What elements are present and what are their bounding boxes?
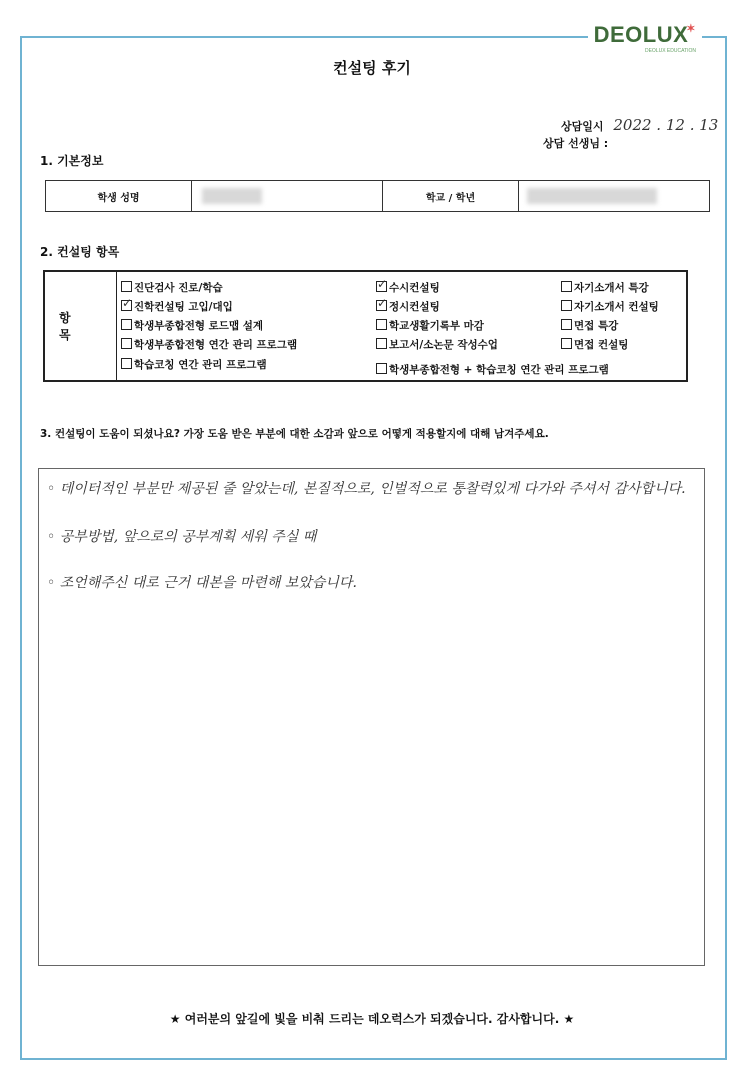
option-early-admission[interactable]: ✓수시컨설팅	[376, 280, 440, 295]
star-icon: ✶	[686, 23, 696, 35]
option-essay-lecture[interactable]: 자기소개서 특강	[561, 280, 649, 295]
school-grade-label: 학교 / 학년	[383, 181, 519, 212]
items-row-header: 항 목	[45, 272, 117, 380]
basic-info-table	[45, 180, 710, 212]
section1-heading: 1. 기본정보	[40, 154, 104, 168]
redacted-name	[202, 188, 262, 204]
option-roadmap[interactable]: 학생부종합전형 로드맵 설계	[121, 318, 263, 333]
option-interview-lecture[interactable]: 면접 특강	[561, 318, 618, 333]
consulting-items-box	[43, 270, 688, 382]
option-annual-program[interactable]: 학생부종합전형 연간 관리 프로그램	[121, 337, 297, 352]
option-school-record[interactable]: 학교생활기록부 마감	[376, 318, 484, 333]
checkbox[interactable]	[121, 281, 132, 292]
redacted-school	[527, 188, 657, 204]
option-regular-admission[interactable]: ✓정시컨설팅	[376, 299, 440, 314]
brand-logo	[588, 22, 702, 54]
checkbox[interactable]	[561, 281, 572, 292]
checkbox-checked[interactable]	[121, 300, 132, 311]
checkbox[interactable]	[561, 300, 572, 311]
student-name-label: 학생 성명	[46, 181, 192, 212]
section3-question: 3. 컨설팅이 도움이 되셨나요? 가장 도움 받은 부분에 대한 소감과 앞으로 어떻게 적용할지에 대해 남겨주세요.	[40, 428, 549, 440]
checkbox[interactable]	[121, 358, 132, 369]
answer-line-2: ◦ 공부방법, 앞으로의 공부계획 세워 주실 때	[47, 529, 317, 545]
checkbox[interactable]	[376, 363, 387, 374]
checkbox[interactable]	[561, 319, 572, 330]
checkbox-checked[interactable]	[376, 300, 387, 311]
logo-tagline: DEOLUX EDUCATION	[644, 48, 696, 54]
checkbox[interactable]	[376, 319, 387, 330]
option-diagnostic[interactable]: 진단검사 진로/학습	[121, 280, 223, 295]
checkbox[interactable]	[121, 319, 132, 330]
consult-date-value: 2022 . 12 . 13	[613, 116, 719, 134]
checkbox[interactable]	[121, 338, 132, 349]
checkbox[interactable]	[561, 338, 572, 349]
checkbox-checked[interactable]	[376, 281, 387, 292]
page-title: 컨설팅 후기	[333, 59, 411, 77]
section2-heading: 2. 컨설팅 항목	[40, 245, 120, 259]
footer-message: ★ 여러분의 앞길에 빛을 비춰 드리는 데오럭스가 되겠습니다. 감사합니다. ★	[169, 1012, 575, 1026]
logo-text: DEOLUX	[593, 22, 689, 47]
school-grade-value	[519, 181, 710, 212]
option-essay-consulting[interactable]: 자기소개서 컨설팅	[561, 299, 659, 314]
consult-date-label: 상담일시	[561, 120, 604, 133]
option-report-writing[interactable]: 보고서/소논문 작성수업	[376, 337, 498, 352]
option-study-coaching[interactable]: 학습코칭 연간 관리 프로그램	[121, 357, 267, 372]
student-name-value	[192, 181, 383, 212]
consult-date-row	[561, 116, 718, 134]
teacher-label: 상담 선생님 :	[543, 137, 609, 150]
answer-line-1: ◦ 데이터적인 부분만 제공된 줄 알았는데, 본질적으로, 인벌적으로 통찰력있게 다가와 주셔서 감사합니다.	[47, 481, 686, 497]
answer-line-3: ◦ 조언해주신 대로 근거 대본을 마련해 보았습니다.	[47, 575, 357, 591]
option-combined-program[interactable]: 학생부종합전형 + 학습코칭 연간 관리 프로그램	[376, 362, 609, 377]
checkbox[interactable]	[376, 338, 387, 349]
option-interview-consulting[interactable]: 면접 컨설팅	[561, 337, 628, 352]
option-admission-consulting[interactable]: ✓진학컨설팅 고입/대입	[121, 299, 233, 314]
